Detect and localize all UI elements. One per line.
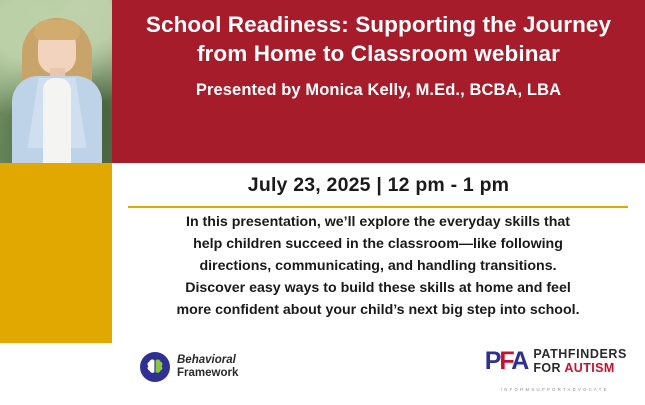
pfa-line-1: PATHFINDERS xyxy=(533,347,627,362)
pfa-line-2-prefix: FOR xyxy=(533,360,565,375)
photo-fringe xyxy=(34,20,80,40)
description xyxy=(118,211,638,321)
bf-line-2: Framework xyxy=(177,367,239,379)
page-title: School Readiness: Supporting the Journey from Home to Classroom webinar xyxy=(145,12,612,66)
left-column xyxy=(0,0,112,405)
description-line: In this presentation, we’ll explore the everyday skills that xyxy=(186,214,570,230)
gold-accent-block xyxy=(0,163,112,343)
pfa-line-2 xyxy=(533,362,627,375)
pathfinders-for-autism-logo xyxy=(484,347,627,392)
photo-shirt xyxy=(43,78,71,163)
pfa-monogram-p: P xyxy=(484,347,500,375)
pfa-monogram xyxy=(485,347,528,376)
footer-logos xyxy=(112,343,645,405)
left-bottom-strip xyxy=(0,343,112,405)
date-time: July 23, 2025 | 12 pm - 1 pm xyxy=(247,174,510,196)
pfa-monogram-f: F xyxy=(499,347,512,375)
behavioral-framework-logo xyxy=(140,352,238,382)
pfa-line-2-highlight: AUTISM xyxy=(564,360,615,375)
pfa-tagline: I N F O R M S U P P O R T A D V O C A T E xyxy=(500,387,607,392)
pfa-wordmark xyxy=(533,348,627,374)
description-line: directions, communicating, and handling transitions. xyxy=(199,258,557,274)
description-line: more confident about your child’s next big step into school. xyxy=(176,302,580,318)
description-line: Discover easy ways to build these skills at home and feel xyxy=(185,280,571,296)
bf-line-1: Behavioral xyxy=(177,354,236,367)
presenter-line: Presented by Monica Kelly, M.Ed., BCBA, LBA xyxy=(195,80,562,99)
brain-icon xyxy=(140,352,170,382)
presenter-photo xyxy=(0,0,112,163)
description-line: help children succeed in the classroom—like following xyxy=(193,236,563,252)
behavioral-framework-wordmark xyxy=(177,354,238,380)
gold-divider xyxy=(128,206,628,208)
header-banner xyxy=(112,0,645,163)
pfa-monogram-a: A xyxy=(511,347,528,375)
